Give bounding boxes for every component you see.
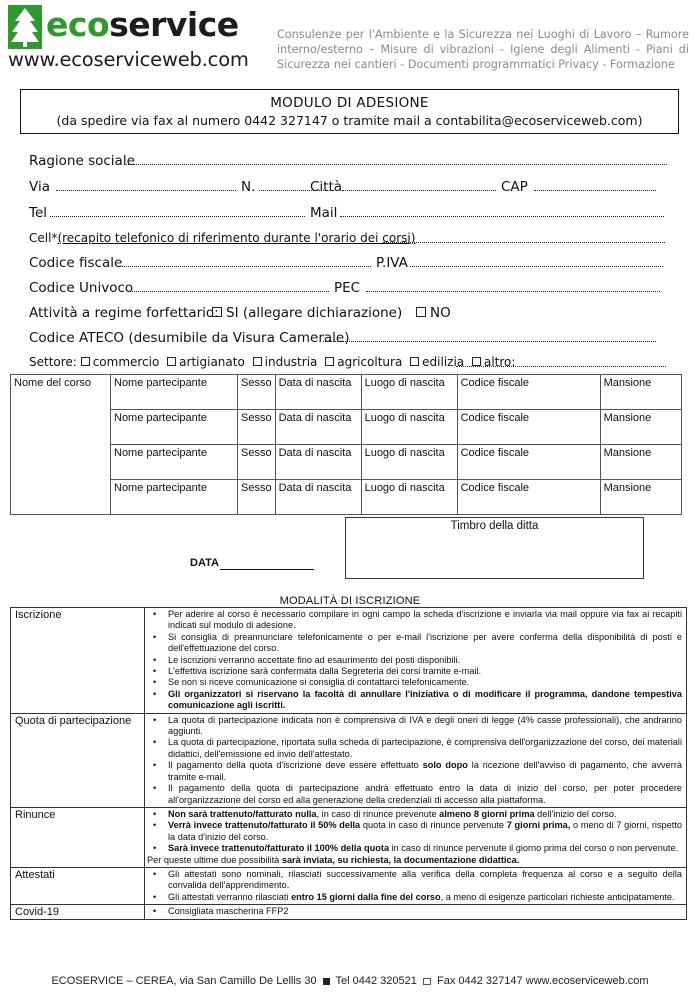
logo-url[interactable]: www.ecoserviceweb.com (8, 48, 249, 71)
mail-field[interactable] (340, 216, 664, 217)
quota-label: Quota di partecipazione (11, 713, 145, 807)
table-row (11, 807, 687, 867)
codice-fiscale-label: Codice fiscale (29, 255, 123, 271)
list-item (147, 820, 682, 843)
ragione-sociale-label: Ragione sociale (29, 153, 135, 169)
table-cell[interactable]: Data di nascita (275, 480, 361, 515)
settore-commercio-checkbox[interactable] (81, 357, 90, 366)
settore-industria-checkbox[interactable] (253, 357, 262, 366)
iscrizione-label: Iscrizione (11, 608, 145, 714)
quota-content (145, 713, 687, 807)
list-item: • Si consiglia di preannunciare telefonicamente o per e-mail l'iscrizione per avere conferma della disponibilità di posti e dell'effettuazione del corso. (147, 632, 682, 655)
list-item: • Il pagamento della quota di partecipazione andrà effettuato entro la data di inizio del corso, per poter procedere all'organizzazione del corso ed alla generazione della credenziali di accesso alla piattaforma. (147, 783, 682, 806)
table-cell[interactable]: Luogo di nascita (361, 480, 457, 515)
table-cell[interactable]: Luogo di nascita (361, 375, 457, 410)
cell-note: (recapito telefonico di riferimento durante l'orario dei corsi) (57, 231, 416, 245)
table-cell[interactable]: Data di nascita (275, 375, 361, 410)
via-field[interactable] (56, 190, 236, 191)
footer-tel: Tel 0442 320521 (335, 975, 417, 987)
no-checkbox[interactable] (416, 307, 426, 317)
table-row (11, 480, 682, 515)
table-row (11, 410, 682, 445)
table-row (11, 608, 687, 714)
table-cell[interactable]: Nome partecipante (111, 410, 238, 445)
rinunce-label: Rinunce (11, 807, 145, 867)
text-span: , a meno di esigenze particolari richieste anticipatamente. (440, 891, 675, 902)
covid-label: Covid-19 (11, 905, 145, 920)
piva-field[interactable] (410, 266, 663, 267)
settore-artigianato-label: artigianato (179, 355, 245, 369)
bold-text: sarà inviata, su richiesta, la documentazione didattica. (281, 854, 520, 865)
table-cell[interactable]: Codice fiscale (457, 445, 600, 480)
stamp-label: Timbro della ditta (450, 520, 539, 532)
cell-field[interactable] (383, 242, 665, 243)
table-cell[interactable]: Data di nascita (275, 410, 361, 445)
list-item (147, 760, 682, 783)
footer-address: ECOSERVICE – CEREA, via San Camillo De Lellis 30 (51, 975, 317, 987)
bold-text: 7 giorni prima, (506, 820, 571, 831)
bold-text: almeno 8 giorni prima (439, 808, 535, 819)
stamp-box[interactable] (345, 517, 644, 579)
settore-agricoltura-checkbox[interactable] (325, 357, 334, 366)
settore-industria-label: industria (264, 355, 318, 369)
list-item: • Per aderire al corso è necessario compilare in ogni campo la scheda d'iscrizione e inviarla via mail oppure via fax ai recapiti indicati sul modulo di adesione. (147, 609, 682, 632)
tel-label: Tel (29, 205, 48, 221)
table-cell[interactable]: Mansione (600, 410, 681, 445)
table-cell[interactable]: Codice fiscale (457, 480, 600, 515)
table-cell[interactable]: Nome partecipante (111, 480, 238, 515)
list-item (147, 892, 682, 903)
ateco-label: Codice ATECO (desumibile da Visura Camerale) (29, 330, 350, 346)
text-span: quota in caso di rinunce pervenute (360, 820, 507, 831)
table-cell[interactable]: Nome partecipante (111, 445, 238, 480)
text-span: la ricezione dell'avviso di pagamento, che avverrà tramite e-mail. (168, 760, 682, 782)
table-cell[interactable]: Data di nascita (275, 445, 361, 480)
text-span: dell'inizio del corso. (534, 808, 617, 819)
forfettario-no-option[interactable] (416, 305, 451, 321)
pec-label: PEC (334, 280, 361, 296)
table-row (11, 905, 687, 920)
table-cell[interactable]: Codice fiscale (457, 410, 600, 445)
phone-icon (323, 978, 330, 985)
text-span: Il pagamento della quota d'iscrizione deve essere effettuato (168, 760, 423, 771)
codice-fiscale-field[interactable] (117, 266, 371, 267)
table-row (11, 375, 682, 410)
text-span: , in caso di rinunce prevenute (316, 808, 440, 819)
text-span: Per queste ultime due possibilità (147, 854, 282, 865)
table-cell[interactable]: Mansione (600, 480, 681, 515)
table-cell[interactable]: Sesso (238, 375, 276, 410)
bold-text: Non sarà trattenuto/fatturato nulla (168, 808, 317, 819)
logo-eco: eco (46, 5, 110, 44)
settore-edilizia-checkbox[interactable] (410, 357, 419, 366)
list-item: • Gli attestati sono nominali, rilasciati successivamente alla verifica della completa frequenza al corso e a seguito della convalida dell'apprendimento. (147, 869, 682, 892)
list-item: • L'effettiva iscrizione sarà confermata dalla Segreteria dei corsi tramite e-mail. (147, 666, 682, 677)
course-name-cell[interactable] (11, 375, 111, 515)
iscrizione-content (145, 608, 687, 714)
course-table (10, 374, 682, 515)
settore-altro-field[interactable] (456, 366, 666, 367)
forfettario-label: Attività a regime forfettario: (29, 305, 219, 321)
rinunce-content (145, 807, 687, 867)
bold-text: Sarà invece trattenuto/fatturato il 100% della quota (168, 843, 390, 854)
settore-row (29, 355, 515, 369)
modalita-title: MODALITÀ DI ISCRIZIONE (279, 595, 421, 607)
attestati-label: Attestati (11, 867, 145, 904)
settore-commercio-label: commercio (92, 355, 160, 369)
list-item: • Le iscrizioni verranno accettate fino ad esaurimento dei posti disponibili. (147, 655, 682, 666)
settore-altro-label: altro: (483, 355, 516, 369)
logo-wordmark (46, 5, 239, 44)
table-row (11, 867, 687, 904)
title-box (20, 89, 679, 134)
list-item: • La quota di partecipazione, riportata sulla scheda di partecipazione, è comprensiva dell'organizzazione del corso, dei materiali didattici, dell'emissione ed invio dell'attestato. (147, 737, 682, 760)
text-span: in caso di rinunce pervenute il giorno prima del corso o non pervenute. (389, 843, 679, 854)
attestati-content (145, 867, 687, 904)
logo-service: service (109, 5, 239, 44)
fax-icon (423, 978, 431, 985)
codice-univoco-label: Codice Univoco (29, 280, 134, 296)
bold-text: Gli organizzatori si riservano la facoltà di annullare l'iniziativa o di modificare il programma, dandone tempestiva comunicazione agli iscritti. (168, 688, 682, 711)
si-checkbox[interactable] (212, 307, 222, 317)
bold-text: entro 15 giorni dalla fine del corso (291, 891, 441, 902)
ragione-sociale-field[interactable] (124, 164, 667, 165)
table-cell[interactable]: Codice fiscale (457, 375, 600, 410)
table-cell[interactable]: Luogo di nascita (361, 445, 457, 480)
table-cell[interactable]: Mansione (600, 445, 681, 480)
date-field[interactable] (220, 569, 314, 570)
table-row (11, 713, 687, 807)
pec-field[interactable] (366, 291, 660, 292)
table-cell[interactable]: Sesso (238, 410, 276, 445)
settore-edilizia-label: edilizia (422, 355, 465, 369)
list-item: • La quota di partecipazione indicata non è comprensiva di IVA e degli oneri di legge (4% casse professionali), che andranno aggiunti. (147, 715, 682, 738)
rinunce-note (147, 855, 682, 866)
covid-content (145, 905, 687, 920)
citta-label: Città (310, 179, 343, 195)
modalita-table (10, 607, 687, 920)
footer (0, 975, 700, 987)
piva-label: P.IVA (376, 255, 408, 271)
settore-agricoltura-label: agricoltura (337, 355, 403, 369)
bold-text: solo dopo (422, 760, 468, 771)
list-item: • Se non si riceve comunicazione si consiglia di contattarci telefonicamente. (147, 677, 682, 688)
table-cell[interactable]: Sesso (238, 445, 276, 480)
no-label: NO (430, 305, 451, 321)
bold-text: Verrà invece trattenuto/fatturato il 50% della (168, 820, 361, 831)
settore-label: Settore: (29, 355, 77, 369)
settore-altro-checkbox[interactable] (472, 357, 481, 366)
codice-univoco-field[interactable] (129, 291, 329, 292)
mail-label: Mail (310, 205, 338, 221)
date-label: DATA (190, 557, 219, 569)
table-cell[interactable]: Nome partecipante (111, 375, 238, 410)
cap-label: CAP (501, 179, 528, 195)
ateco-field[interactable] (323, 341, 656, 342)
course-name-label: Nome del corso (14, 377, 92, 389)
company-logo (6, 5, 256, 69)
tree-icon (8, 5, 42, 49)
cell-label (29, 231, 415, 245)
list-item (147, 689, 682, 712)
list-item: • Consigliata mascherina FFP2 (147, 906, 682, 917)
form-subtitle: (da spedire via fax al numero 0442 327147 o tramite mail a contabilita@ecoserviceweb.com) (56, 113, 643, 128)
via-label: Via (29, 179, 50, 195)
header-description: Consulenze per l'Ambiente e la Sicurezza nei Luoghi di Lavoro – Rumore interno/esterno – Misure di vibrazioni - Igiene degli Alimenti - Piani di Sicurezza nei cantieri - Documenti programmatici Privacy - Formazione (277, 28, 689, 71)
table-cell[interactable]: Sesso (238, 480, 276, 515)
citta-field[interactable] (342, 190, 496, 191)
tel-field[interactable] (50, 216, 305, 217)
cell-text: Cell* (29, 231, 58, 245)
footer-fax: Fax 0442 327147 www.ecoserviceweb.com (436, 975, 649, 987)
numero-label: N. (241, 179, 256, 195)
form-title: MODULO DI ADESIONE (270, 95, 429, 111)
cap-field[interactable] (534, 190, 656, 191)
table-cell[interactable]: Luogo di nascita (361, 410, 457, 445)
text-span: o meno di 7 giorni, rispetto la data d'inizio del corso. (168, 820, 682, 842)
si-label: SI (allegare dichiarazione) (226, 305, 403, 321)
list-item (147, 809, 682, 820)
forfettario-si-option[interactable] (212, 305, 402, 321)
table-cell[interactable]: Mansione (600, 375, 681, 410)
settore-artigianato-checkbox[interactable] (167, 357, 176, 366)
table-row (11, 445, 682, 480)
list-item (147, 843, 682, 854)
text-span: Gli attestati verranno rilasciati (168, 891, 292, 902)
